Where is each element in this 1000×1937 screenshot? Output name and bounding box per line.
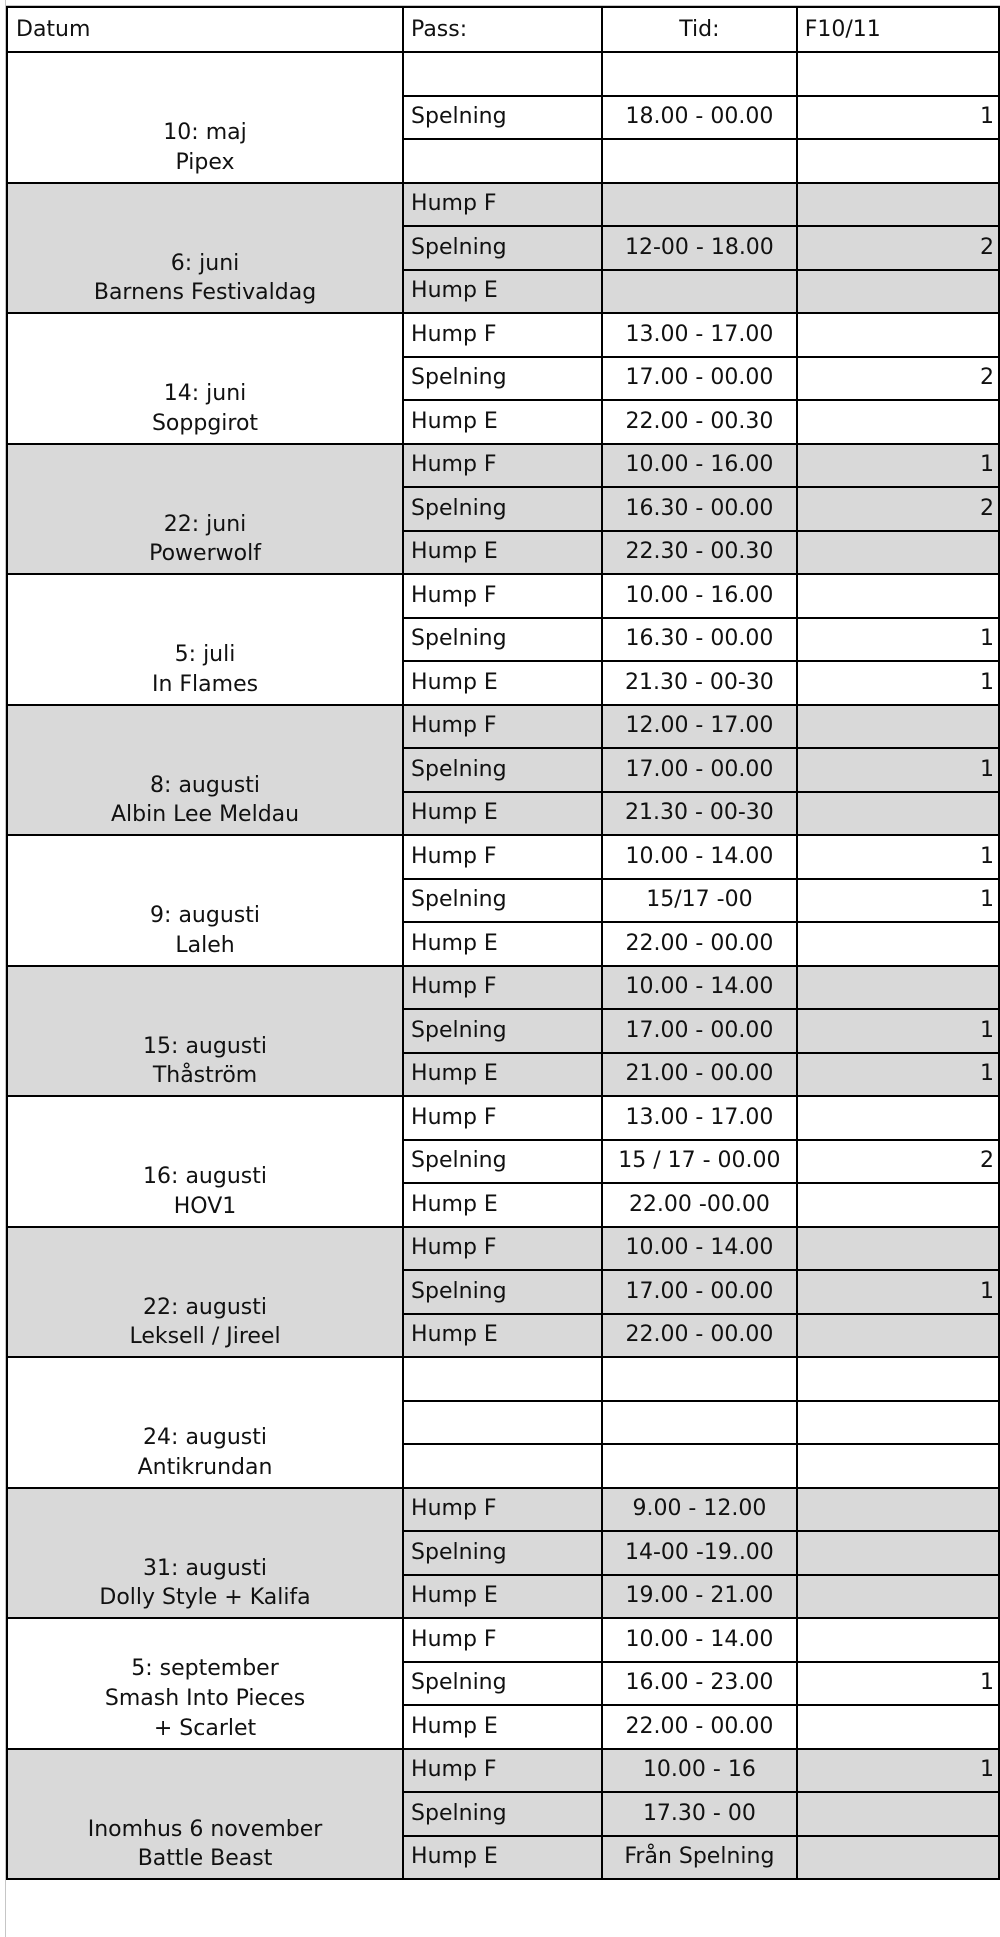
f10-11-count-cell[interactable]: 1	[797, 96, 999, 140]
event-date: 22: augusti	[143, 1294, 267, 1320]
table-row	[7, 1749, 999, 1793]
header-cell-f10-11[interactable]: F10/11	[797, 7, 999, 52]
f10-11-count-cell[interactable]	[797, 1183, 999, 1227]
date-event-cell[interactable]	[7, 52, 403, 183]
time-cell[interactable]: Från Spelning	[602, 1836, 797, 1880]
schedule-table-body	[7, 7, 999, 1879]
date-event-cell[interactable]	[7, 1227, 403, 1358]
f10-11-count-cell[interactable]	[797, 966, 999, 1010]
time-cell[interactable]: 21.30 - 00-30	[602, 792, 797, 836]
event-name: Battle Beast	[137, 1846, 273, 1872]
event-date: 10: maj	[163, 120, 247, 146]
event-date: 5: september	[131, 1656, 279, 1682]
table-row	[7, 444, 999, 488]
f10-11-count-cell[interactable]: 1	[797, 748, 999, 792]
f10-11-count-cell[interactable]	[797, 574, 999, 618]
f10-11-count-cell[interactable]: 1	[797, 1009, 999, 1053]
date-event-cell[interactable]	[7, 1096, 403, 1227]
pass-cell[interactable]: Hump F	[403, 444, 602, 488]
f10-11-count-cell[interactable]: 1	[797, 618, 999, 662]
time-cell[interactable]: 14-00 -19..00	[602, 1531, 797, 1575]
f10-11-count-cell[interactable]	[797, 400, 999, 444]
pass-cell[interactable]: Hump F	[403, 705, 602, 749]
pass-cell[interactable]: Spelning	[403, 357, 602, 401]
table-row	[7, 1618, 999, 1662]
pass-cell[interactable]: Hump E	[403, 1575, 602, 1619]
pass-cell[interactable]: Hump F	[403, 183, 602, 227]
pass-cell[interactable]: Hump E	[403, 400, 602, 444]
event-date: 24: augusti	[143, 1425, 267, 1451]
pass-cell[interactable]: Hump E	[403, 270, 602, 314]
f10-11-count-cell[interactable]: 1	[797, 661, 999, 705]
time-cell[interactable]: 17.00 - 00.00	[602, 1009, 797, 1053]
pass-cell[interactable]: Hump F	[403, 1488, 602, 1532]
event-date: 9: augusti	[150, 903, 260, 929]
header-cell-datum[interactable]: Datum	[7, 7, 403, 52]
f10-11-count-cell[interactable]	[797, 313, 999, 357]
f10-11-count-cell[interactable]	[797, 1792, 999, 1836]
time-cell[interactable]: 21.00 - 00.00	[602, 1053, 797, 1097]
f10-11-count-cell[interactable]	[797, 1444, 999, 1488]
date-event-cell[interactable]	[7, 574, 403, 705]
header-row	[7, 7, 999, 52]
date-event-cell[interactable]	[7, 1357, 403, 1488]
time-cell[interactable]: 22.00 - 00.00	[602, 1314, 797, 1358]
time-cell[interactable]: 10.00 - 16.00	[602, 444, 797, 488]
pass-cell[interactable]: Hump E	[403, 1314, 602, 1358]
time-cell[interactable]: 10.00 - 14.00	[602, 966, 797, 1010]
f10-11-count-cell[interactable]	[797, 1705, 999, 1749]
time-cell[interactable]	[602, 183, 797, 227]
event-date: 31: augusti	[143, 1555, 267, 1581]
f10-11-count-cell[interactable]	[797, 1357, 999, 1401]
pass-cell[interactable]: Spelning	[403, 1662, 602, 1706]
f10-11-count-cell[interactable]	[797, 792, 999, 836]
table-row	[7, 1357, 999, 1401]
time-cell[interactable]	[602, 52, 797, 96]
pass-cell[interactable]: Hump E	[403, 531, 602, 575]
pass-cell[interactable]	[403, 52, 602, 96]
pass-cell[interactable]: Spelning	[403, 748, 602, 792]
f10-11-count-cell[interactable]	[797, 139, 999, 183]
pass-cell[interactable]	[403, 139, 602, 183]
pass-cell[interactable]: Hump E	[403, 661, 602, 705]
event-date: Inomhus 6 november	[87, 1816, 323, 1842]
event-date: 8: augusti	[150, 772, 260, 798]
time-cell[interactable]: 13.00 - 17.00	[602, 313, 797, 357]
time-cell[interactable]: 16.30 - 00.00	[602, 618, 797, 662]
f10-11-count-cell[interactable]	[797, 1618, 999, 1662]
pass-cell[interactable]: Spelning	[403, 487, 602, 531]
date-event-cell[interactable]	[7, 1749, 403, 1880]
pass-cell[interactable]: Hump F	[403, 1749, 602, 1793]
pass-cell[interactable]: Hump E	[403, 792, 602, 836]
pass-cell[interactable]: Hump E	[403, 1836, 602, 1880]
table-row	[7, 52, 999, 96]
event-name: Antikrundan	[137, 1454, 273, 1480]
f10-11-count-cell[interactable]	[797, 1401, 999, 1445]
f10-11-count-cell[interactable]	[797, 1227, 999, 1271]
event-name: Albin Lee Meldau	[110, 802, 300, 828]
pass-cell[interactable]: Spelning	[403, 618, 602, 662]
date-event-cell[interactable]	[7, 705, 403, 836]
event-name: Thåström	[152, 1063, 258, 1089]
time-cell[interactable]: 17.00 - 00.00	[602, 357, 797, 401]
f10-11-count-cell[interactable]	[797, 183, 999, 227]
time-cell[interactable]	[602, 1357, 797, 1401]
time-cell[interactable]: 22.00 -00.00	[602, 1183, 797, 1227]
table-row	[7, 705, 999, 749]
event-name: In Flames	[151, 671, 259, 697]
pass-cell[interactable]: Hump E	[403, 922, 602, 966]
pass-cell[interactable]	[403, 1444, 602, 1488]
schedule-table	[6, 6, 1000, 1880]
pass-cell[interactable]: Hump F	[403, 313, 602, 357]
time-cell[interactable]: 22.00 - 00.30	[602, 400, 797, 444]
f10-11-count-cell[interactable]	[797, 705, 999, 749]
pass-cell[interactable]: Spelning	[403, 1792, 602, 1836]
event-name: Pipex	[175, 149, 235, 175]
f10-11-count-cell[interactable]: 2	[797, 357, 999, 401]
event-date: 5: juli	[174, 642, 236, 668]
pass-cell[interactable]	[403, 1401, 602, 1445]
time-cell[interactable]: 10.00 - 16	[602, 1749, 797, 1793]
table-row	[7, 1096, 999, 1140]
f10-11-count-cell[interactable]: 1	[797, 879, 999, 923]
time-cell[interactable]: 17.30 - 00	[602, 1792, 797, 1836]
f10-11-count-cell[interactable]: 1	[797, 444, 999, 488]
f10-11-count-cell[interactable]	[797, 1314, 999, 1358]
date-event-cell[interactable]	[7, 1618, 403, 1749]
time-cell[interactable]: 10.00 - 16.00	[602, 574, 797, 618]
table-row	[7, 313, 999, 357]
f10-11-count-cell[interactable]: 1	[797, 1662, 999, 1706]
table-row	[7, 835, 999, 879]
time-cell[interactable]: 17.00 - 00.00	[602, 1270, 797, 1314]
time-cell[interactable]: 15 / 17 - 00.00	[602, 1140, 797, 1184]
event-date: 14: juni	[163, 381, 247, 407]
f10-11-count-cell[interactable]: 2	[797, 487, 999, 531]
time-cell[interactable]: 19.00 - 21.00	[602, 1575, 797, 1619]
time-cell[interactable]: 17.00 - 00.00	[602, 748, 797, 792]
pass-cell[interactable]: Spelning	[403, 1531, 602, 1575]
time-cell[interactable]: 16.30 - 00.00	[602, 487, 797, 531]
time-cell[interactable]: 22.00 - 00.00	[602, 1705, 797, 1749]
event-date: 15: augusti	[143, 1033, 267, 1059]
pass-cell[interactable]: Spelning	[403, 1009, 602, 1053]
f10-11-count-cell[interactable]	[797, 270, 999, 314]
pass-cell[interactable]: Hump F	[403, 966, 602, 1010]
pass-cell[interactable]: Hump F	[403, 1618, 602, 1662]
pass-cell[interactable]: Hump E	[403, 1705, 602, 1749]
event-name: + Scarlet	[153, 1715, 257, 1741]
f10-11-count-cell[interactable]: 1	[797, 835, 999, 879]
table-row	[7, 1488, 999, 1532]
f10-11-count-cell[interactable]: 1	[797, 1053, 999, 1097]
pass-cell[interactable]: Hump F	[403, 1227, 602, 1271]
pass-cell[interactable]: Hump F	[403, 1096, 602, 1140]
f10-11-count-cell[interactable]: 2	[797, 226, 999, 270]
time-cell[interactable]: 10.00 - 14.00	[602, 835, 797, 879]
date-event-cell[interactable]	[7, 1488, 403, 1619]
time-cell[interactable]: 9.00 - 12.00	[602, 1488, 797, 1532]
time-cell[interactable]: 13.00 - 17.00	[602, 1096, 797, 1140]
pass-cell[interactable]: Spelning	[403, 1140, 602, 1184]
pass-cell[interactable]: Hump E	[403, 1183, 602, 1227]
pass-cell[interactable]: Spelning	[403, 1270, 602, 1314]
pass-cell[interactable]: Hump F	[403, 835, 602, 879]
pass-cell[interactable]: Spelning	[403, 96, 602, 140]
date-event-cell[interactable]	[7, 313, 403, 444]
table-row	[7, 1227, 999, 1271]
f10-11-count-cell[interactable]	[797, 531, 999, 575]
event-date: 6: juni	[170, 250, 240, 276]
event-date: 22: juni	[163, 511, 247, 537]
pass-cell[interactable]: Spelning	[403, 879, 602, 923]
time-cell[interactable]: 18.00 - 00.00	[602, 96, 797, 140]
event-name: Powerwolf	[149, 541, 261, 567]
table-row	[7, 183, 999, 227]
time-cell[interactable]: 10.00 - 14.00	[602, 1618, 797, 1662]
pass-cell[interactable]	[403, 1357, 602, 1401]
header-cell-pass[interactable]: Pass:	[403, 7, 602, 52]
time-cell[interactable]: 22.00 - 00.00	[602, 922, 797, 966]
date-event-cell[interactable]	[7, 966, 403, 1097]
event-name: Leksell / Jireel	[129, 1324, 281, 1350]
event-name: Soppgirot	[151, 410, 259, 436]
time-cell[interactable]: 10.00 - 14.00	[602, 1227, 797, 1271]
event-name: HOV1	[173, 1193, 237, 1219]
f10-11-count-cell[interactable]	[797, 1836, 999, 1880]
time-cell[interactable]	[602, 1444, 797, 1488]
pass-cell[interactable]: Hump F	[403, 574, 602, 618]
event-name: Smash Into Pieces	[104, 1686, 306, 1712]
date-event-cell[interactable]	[7, 183, 403, 314]
time-cell[interactable]	[602, 139, 797, 183]
event-date: 16: augusti	[143, 1164, 267, 1190]
table-row	[7, 966, 999, 1010]
pass-cell[interactable]: Spelning	[403, 226, 602, 270]
f10-11-count-cell[interactable]	[797, 922, 999, 966]
f10-11-count-cell[interactable]	[797, 1096, 999, 1140]
event-name: Dolly Style + Kalifa	[99, 1585, 311, 1611]
time-cell[interactable]	[602, 270, 797, 314]
f10-11-count-cell[interactable]: 1	[797, 1270, 999, 1314]
time-cell[interactable]: 12-00 - 18.00	[602, 226, 797, 270]
date-event-cell[interactable]	[7, 444, 403, 575]
f10-11-count-cell[interactable]	[797, 52, 999, 96]
f10-11-count-cell[interactable]	[797, 1531, 999, 1575]
event-name: Laleh	[175, 932, 235, 958]
time-cell[interactable]: 22.30 - 00.30	[602, 531, 797, 575]
time-cell[interactable]: 12.00 - 17.00	[602, 705, 797, 749]
f10-11-count-cell[interactable]: 1	[797, 1749, 999, 1793]
time-cell[interactable]: 21.30 - 00-30	[602, 661, 797, 705]
date-event-cell[interactable]	[7, 835, 403, 966]
header-cell-tid[interactable]: Tid:	[602, 7, 797, 52]
f10-11-count-cell[interactable]	[797, 1488, 999, 1532]
event-name: Barnens Festivaldag	[93, 280, 317, 306]
pass-cell[interactable]: Hump E	[403, 1053, 602, 1097]
f10-11-count-cell[interactable]: 2	[797, 1140, 999, 1184]
table-row	[7, 574, 999, 618]
f10-11-count-cell[interactable]	[797, 1575, 999, 1619]
time-cell[interactable]: 16.00 - 23.00	[602, 1662, 797, 1706]
time-cell[interactable]: 15/17 -00	[602, 879, 797, 923]
time-cell[interactable]	[602, 1401, 797, 1445]
